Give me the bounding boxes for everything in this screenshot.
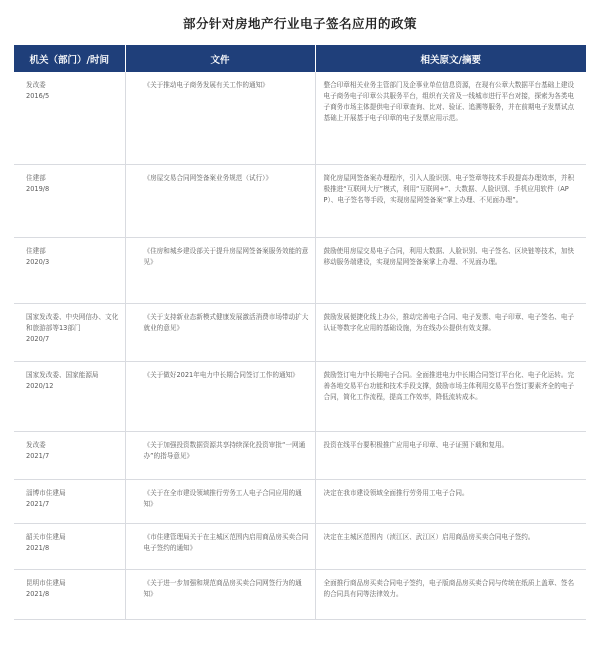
header-file: 文件	[125, 45, 315, 72]
file-cell: 《关于加强投资数据资源共享持续深化投资审批“一网通办”的指导意见》	[125, 431, 315, 479]
file-cell: 《房屋交易合同网签备案业务规范（试行）》	[125, 164, 315, 237]
table-row	[14, 303, 586, 361]
agency: 发改委	[26, 440, 46, 449]
file-cell: 《关于进一步加强和规范商品房买卖合同网签行为的通知》	[125, 569, 315, 619]
page-title: 部分针对房地产行业电子签名应用的政策	[182, 16, 417, 31]
date: 2019/8	[26, 184, 50, 193]
agency: 昆明市住建局	[26, 578, 66, 587]
table-header-row	[14, 45, 586, 72]
date: 2020/12	[26, 381, 54, 390]
agency-date-cell	[14, 431, 125, 479]
agency-date-cell	[14, 569, 125, 619]
file-cell: 《住房和城乡建设部关于提升房屋网签备案服务效能的意见》	[125, 237, 315, 303]
summary-cell: 鼓励使用房屋交易电子合同，利用大数据、人脸识别、电子签名、区块链等技术，加快移动服务端建设，实现房屋网签备案掌上办理、不见面办理。	[315, 237, 586, 303]
table-row	[14, 72, 586, 164]
table-row	[14, 479, 586, 523]
agency: 淄博市住建局	[26, 488, 66, 497]
date: 2021/8	[26, 589, 50, 598]
policy-table	[14, 45, 586, 620]
table-row	[14, 164, 586, 237]
agency-date-cell	[14, 479, 125, 523]
summary-cell: 决定在主城区范围内（浈江区、武江区）启用商品房买卖合同电子签约。	[315, 523, 586, 569]
table-row	[14, 523, 586, 569]
date: 2021/7	[26, 499, 50, 508]
date: 2020/7	[26, 334, 50, 343]
header-summary: 相关原文/摘要	[315, 45, 586, 72]
summary-cell: 投资在线平台要积极推广应用电子印章、电子证照下载和复用。	[315, 431, 586, 479]
agency: 住建部	[26, 246, 46, 255]
date: 2021/7	[26, 451, 50, 460]
agency-date-cell	[14, 72, 125, 164]
agency-date-cell	[14, 303, 125, 361]
agency: 发改委	[26, 81, 46, 89]
agency: 住建部	[26, 173, 46, 182]
file-cell: 《关于做好2021年电力中长期合同签订工作的通知》	[125, 361, 315, 431]
summary-cell: 鼓励发展便捷化线上办公，推动完善电子合同、电子发票、电子印章、电子签名、电子认证等数字化应用的基础设施，为在线办公提供有效支撑。	[315, 303, 586, 361]
summary-cell: 简化房屋网签备案办理程序，引入人脸识别、电子签章等技术手段提高办理效率，并积极推进“互联网大厅”模式，利用“互联网+”、大数据、人脸识别、手机应用软件（APP）、电子签名等手段，实现房屋网签备案“掌上办理、不见面办理”。	[315, 164, 586, 237]
header-agency-date: 机关（部门）/时间	[14, 45, 125, 72]
table-row	[14, 431, 586, 479]
summary-cell: 全面推行商品房买卖合同电子签约，电子版商品房买卖合同与传统在纸质上盖章、签名的合同具有同等法律效力。	[315, 569, 586, 619]
agency: 国家发改委、国家能源局	[26, 370, 99, 379]
file-cell: 《关于在全市建设领域推行劳务工人电子合同应用的通知》	[125, 479, 315, 523]
file-cell: 《关于支持新业态新模式健康发展激活消费市场带动扩大就业的意见》	[125, 303, 315, 361]
summary-cell: 决定在我市建设领域全面推行劳务用工电子合同。	[315, 479, 586, 523]
agency-date-cell	[14, 237, 125, 303]
table-row	[14, 237, 586, 303]
agency-date-cell	[14, 523, 125, 569]
agency-date-cell	[14, 164, 125, 237]
agency: 国家发改委、中央网信办、文化和旅游部等13部门	[26, 312, 119, 332]
table-row	[14, 569, 586, 619]
summary-cell: 整合印章相关业务主管部门及企事业单位信息资源，在现有公章大数据平台基础上建设电子商务电子印章公共服务平台，组织有关省及一线城市进行平台对接，探索为各类电子商务市场主体提供电子印章查询、比对、验证、追溯等服务，并在前期电子发票试点基础上开展基于电子印章的电子发票应用示范。	[315, 72, 586, 164]
date: 2021/8	[26, 543, 50, 552]
date: 2016/5	[26, 92, 50, 100]
file-cell: 《市住建管理局关于在主城区范围内启用商品房买卖合同电子签约的通知》	[125, 523, 315, 569]
table-row	[14, 361, 586, 431]
agency: 韶关市住建局	[26, 532, 66, 541]
summary-cell: 鼓励签订电力中长期电子合同。全面推进电力中长期合同签订平台化、电子化运转。完善各地交易平台功能和技术手段支撑，鼓励市场主体利用交易平台签订要素齐全的电子合同，简化工作流程，提高工作效率，降低流转成本。	[315, 361, 586, 431]
date: 2020/3	[26, 257, 50, 266]
file-cell: 《关于推动电子商务发展有关工作的通知》	[125, 72, 315, 164]
agency-date-cell	[14, 361, 125, 431]
